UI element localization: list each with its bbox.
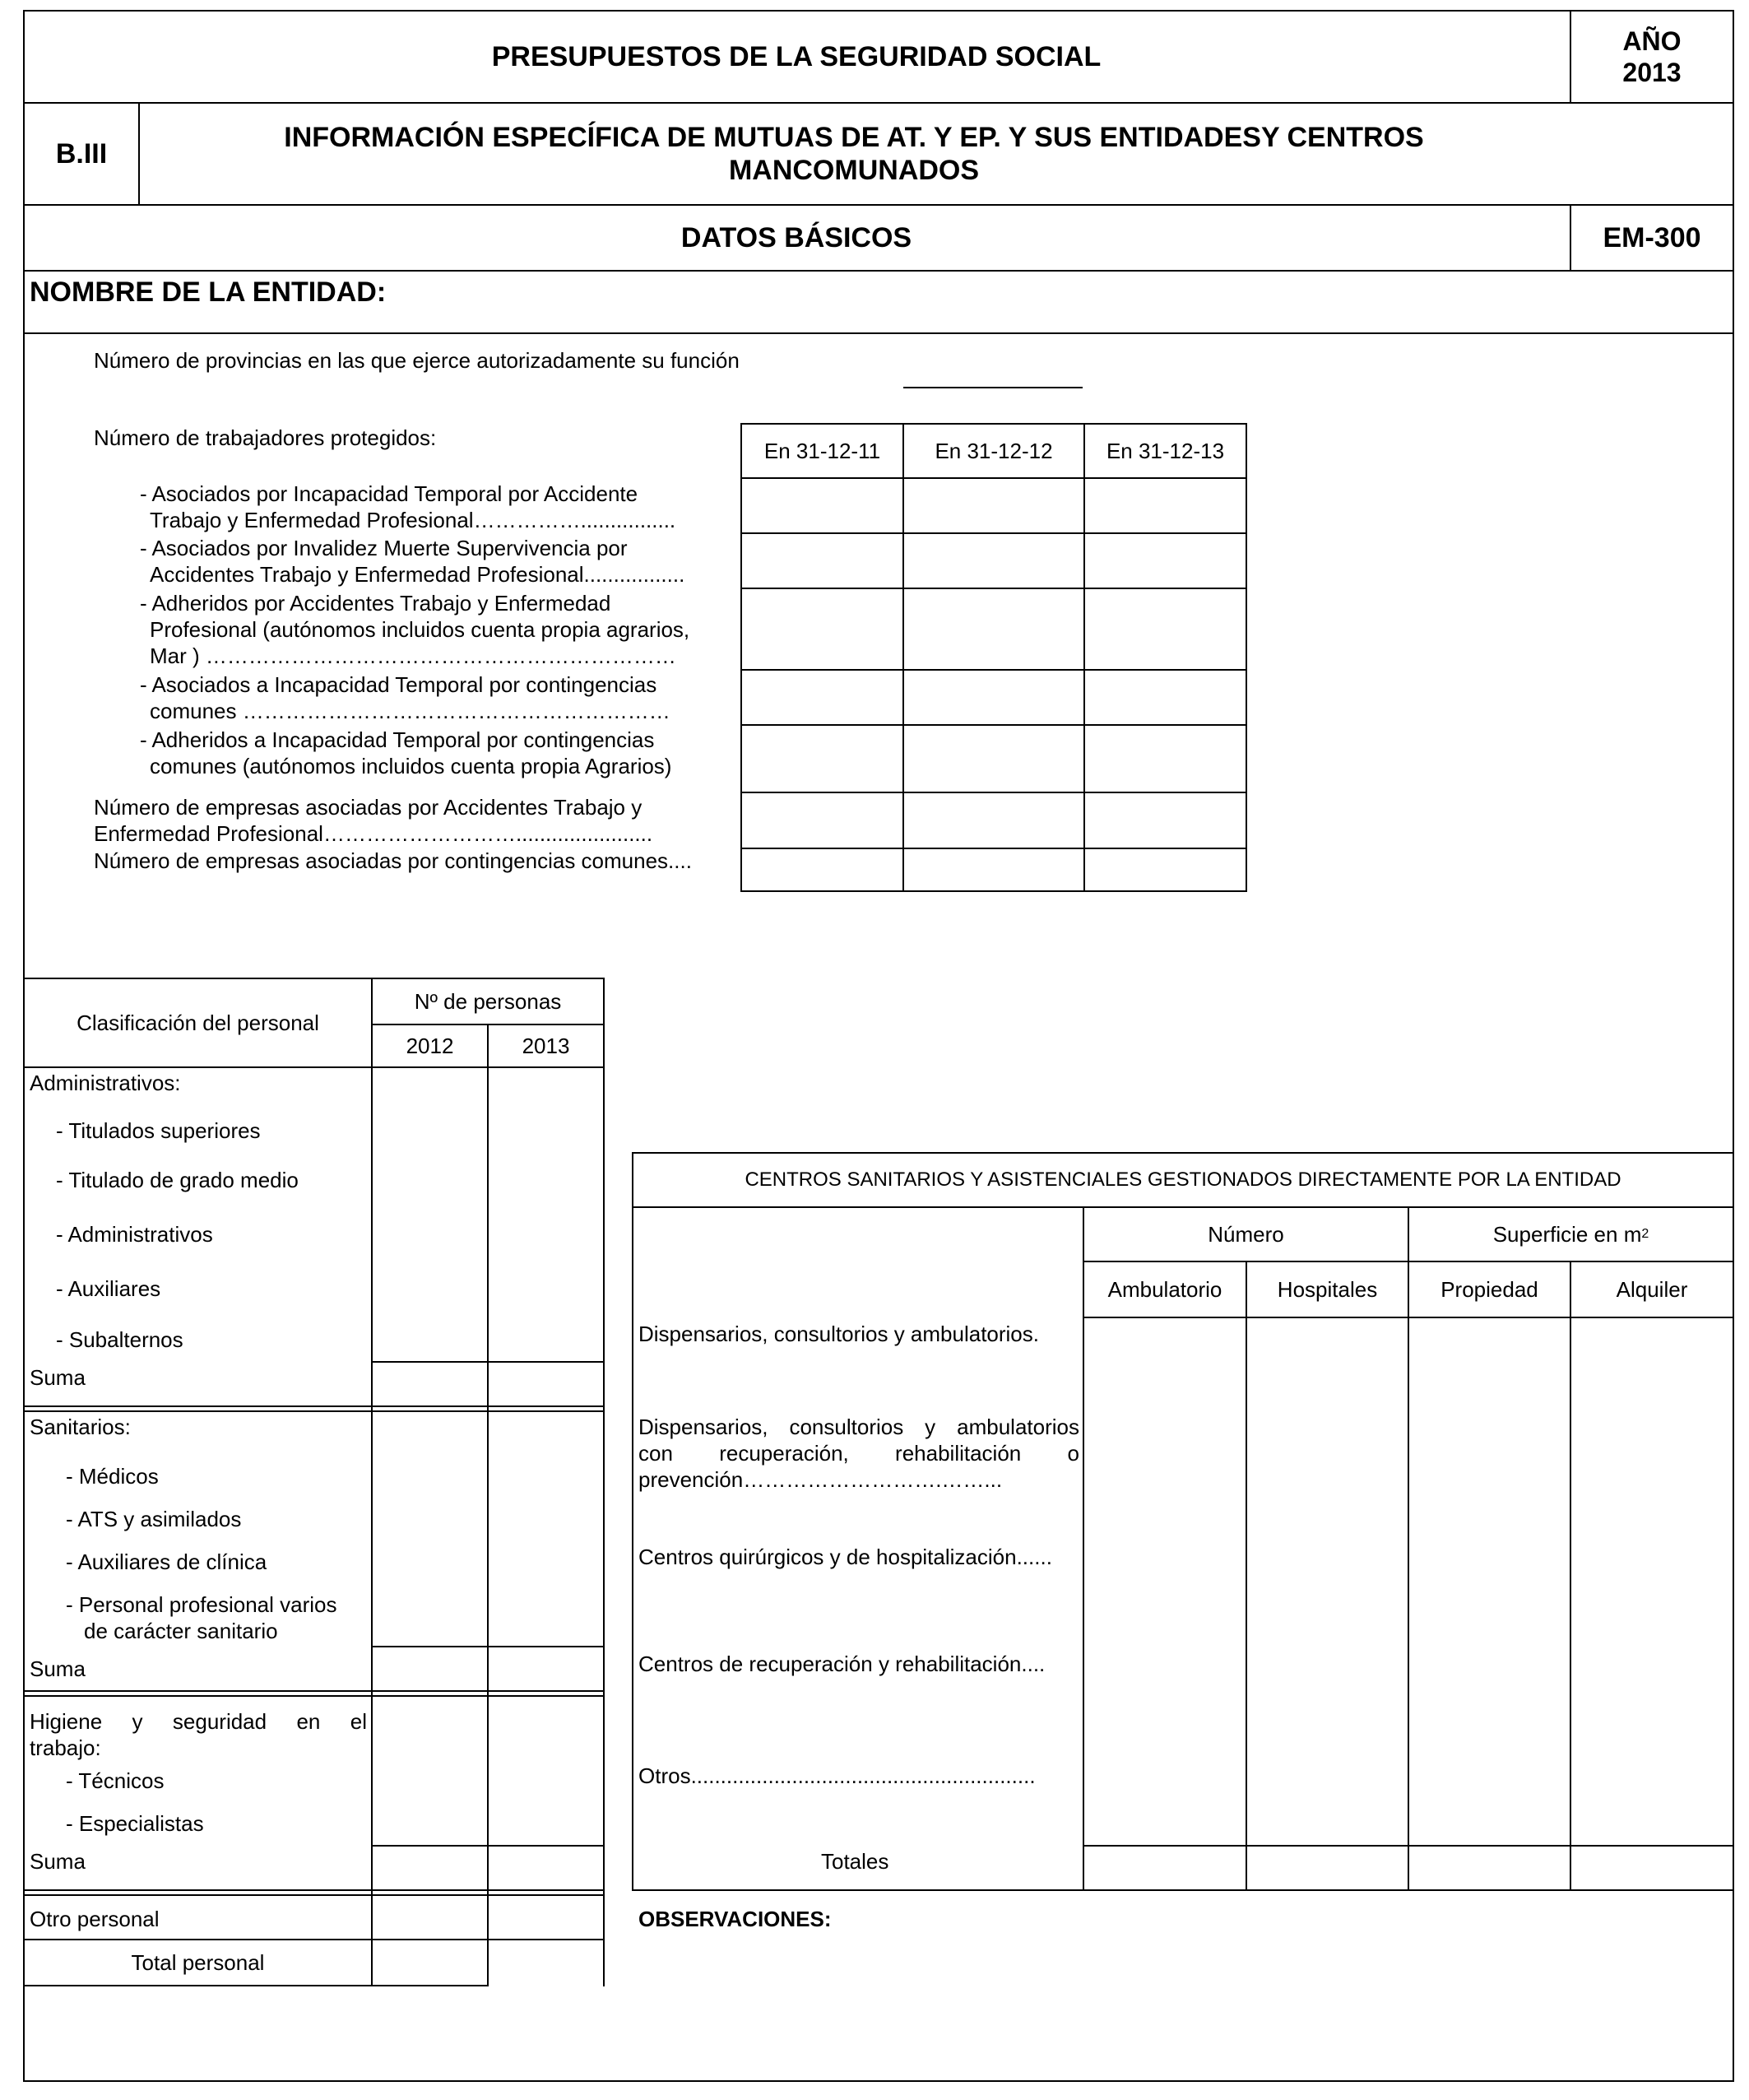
year-value: 2013	[1622, 58, 1682, 87]
persons-header: Nº de personas	[414, 988, 562, 1014]
staff-item: - Titulados superiores	[56, 1118, 261, 1143]
year-box	[1571, 12, 1733, 102]
staff-item: - Subalternos	[56, 1327, 183, 1352]
totals-label: Totales	[821, 1849, 889, 1874]
hyg-title: Higiene y seguridad en el	[30, 1709, 367, 1734]
staff-class-header: Clasificación del personal	[77, 1010, 319, 1035]
number-header: Número	[1208, 1221, 1284, 1247]
staff-item: - Titulado de grado medio	[56, 1168, 299, 1192]
workers-table	[740, 423, 1247, 892]
col-alquiler: Alquiler	[1616, 1276, 1688, 1302]
center-row-label: Dispensarios, consultorios y ambulatorios con recuperación, rehabilitación o prevención……………………….……...	[638, 1415, 1079, 1492]
staff-item: - Administrativos	[56, 1222, 213, 1247]
col-header-2013: En 31-12-13	[1106, 438, 1225, 463]
staff-item: - Técnicos	[66, 1768, 165, 1793]
worker-row-label: - Adheridos por Accidentes Trabajo y Enfermedad Profesional (autónomos incluidos cuenta propia agrarios, Mar ) …………………………………………………………	[140, 591, 690, 668]
provinces-field[interactable]	[903, 387, 1083, 388]
col-ambulatorio: Ambulatorio	[1107, 1276, 1222, 1302]
staff-item: - Médicos	[66, 1464, 159, 1489]
staff-item: - Especialistas	[66, 1811, 204, 1836]
companies-cc-label: Número de empresas asociadas por contingencias comunes....	[94, 848, 692, 873]
worker-row-label: - Adheridos a Incapacidad Temporal por contingencias comunes (autónomos incluidos cuenta propia Agrarios)	[140, 727, 672, 778]
staff-item: - Auxiliares	[56, 1276, 161, 1301]
center-row-label: Dispensarios, consultorios y ambulatorios.	[638, 1322, 1039, 1346]
center-row-label: Centros de recuperación y rehabilitación....	[638, 1652, 1046, 1676]
subtitle: DATOS BÁSICOS	[680, 221, 912, 253]
col-propiedad: Propiedad	[1440, 1276, 1538, 1302]
staff-item: - Auxiliares de clínica	[66, 1549, 267, 1574]
section-title: INFORMACIÓN ESPECÍFICA DE MUTUAS DE AT. Y EP. Y SUS ENTIDADESY CENTROS MANCOMUNADOS	[284, 122, 1424, 186]
form-code: EM-300	[1603, 221, 1701, 253]
section-code: B.III	[55, 137, 108, 170]
center-row-label: Otros..........................................................	[638, 1763, 1036, 1788]
worker-row-label: - Asociados por Incapacidad Temporal por Accidente Trabajo y Enfermedad Profesional……………................	[140, 481, 676, 532]
sum-label: Suma	[30, 1849, 86, 1874]
centers-title: CENTROS SANITARIOS Y ASISTENCIALES GESTIONADOS DIRECTAMENTE POR LA ENTIDAD	[745, 1168, 1621, 1191]
year-2013-header: 2013	[522, 1033, 570, 1058]
worker-row-label: - Asociados por Invalidez Muerte Supervivencia por Accidentes Trabajo y Enfermedad Profesional.................	[140, 536, 685, 587]
staff-item: - ATS y asimilados	[66, 1507, 242, 1531]
sanit-title: Sanitarios:	[30, 1415, 131, 1439]
center-row-label: Centros quirúrgicos y de hospitalización......	[638, 1545, 1052, 1569]
col-header-2011: En 31-12-11	[763, 438, 881, 463]
protected-workers-label: Número de trabajadores protegidos:	[94, 425, 437, 450]
entity-name-field[interactable]	[411, 273, 1728, 329]
staff-item: - Personal profesional varios de carácter sanitario	[66, 1592, 337, 1643]
surface-header: Superficie en m 2	[1492, 1221, 1649, 1247]
provinces-label: Número de provincias en las que ejerce autorizadamente su función	[94, 348, 740, 373]
total-staff-label: Total personal	[131, 1949, 265, 1975]
hyg-title-cont: trabajo:	[30, 1735, 101, 1760]
worker-row-label: - Asociados a Incapacidad Temporal por contingencias comunes ……………………………………………………	[140, 672, 670, 723]
companies-at-label: Número de empresas asociadas por Accidentes Trabajo y Enfermedad Profesional……………………….......................	[94, 795, 653, 846]
entity-name-label: NOMBRE DE LA ENTIDAD:	[30, 276, 387, 308]
year-label: AÑO	[1622, 26, 1682, 56]
sum-label: Suma	[30, 1365, 86, 1390]
other-staff-label: Otro personal	[30, 1907, 160, 1931]
page-title: PRESUPUESTOS DE LA SEGURIDAD SOCIAL	[491, 40, 1102, 72]
year-2012-header: 2012	[406, 1033, 454, 1058]
col-hospitales: Hospitales	[1277, 1276, 1378, 1302]
sum-label: Suma	[30, 1656, 86, 1681]
col-header-2012: En 31-12-12	[935, 438, 1053, 463]
observations-field[interactable]	[638, 1937, 1724, 2075]
admin-title: Administrativos:	[30, 1071, 181, 1095]
observations-label: OBSERVACIONES:	[638, 1907, 832, 1931]
